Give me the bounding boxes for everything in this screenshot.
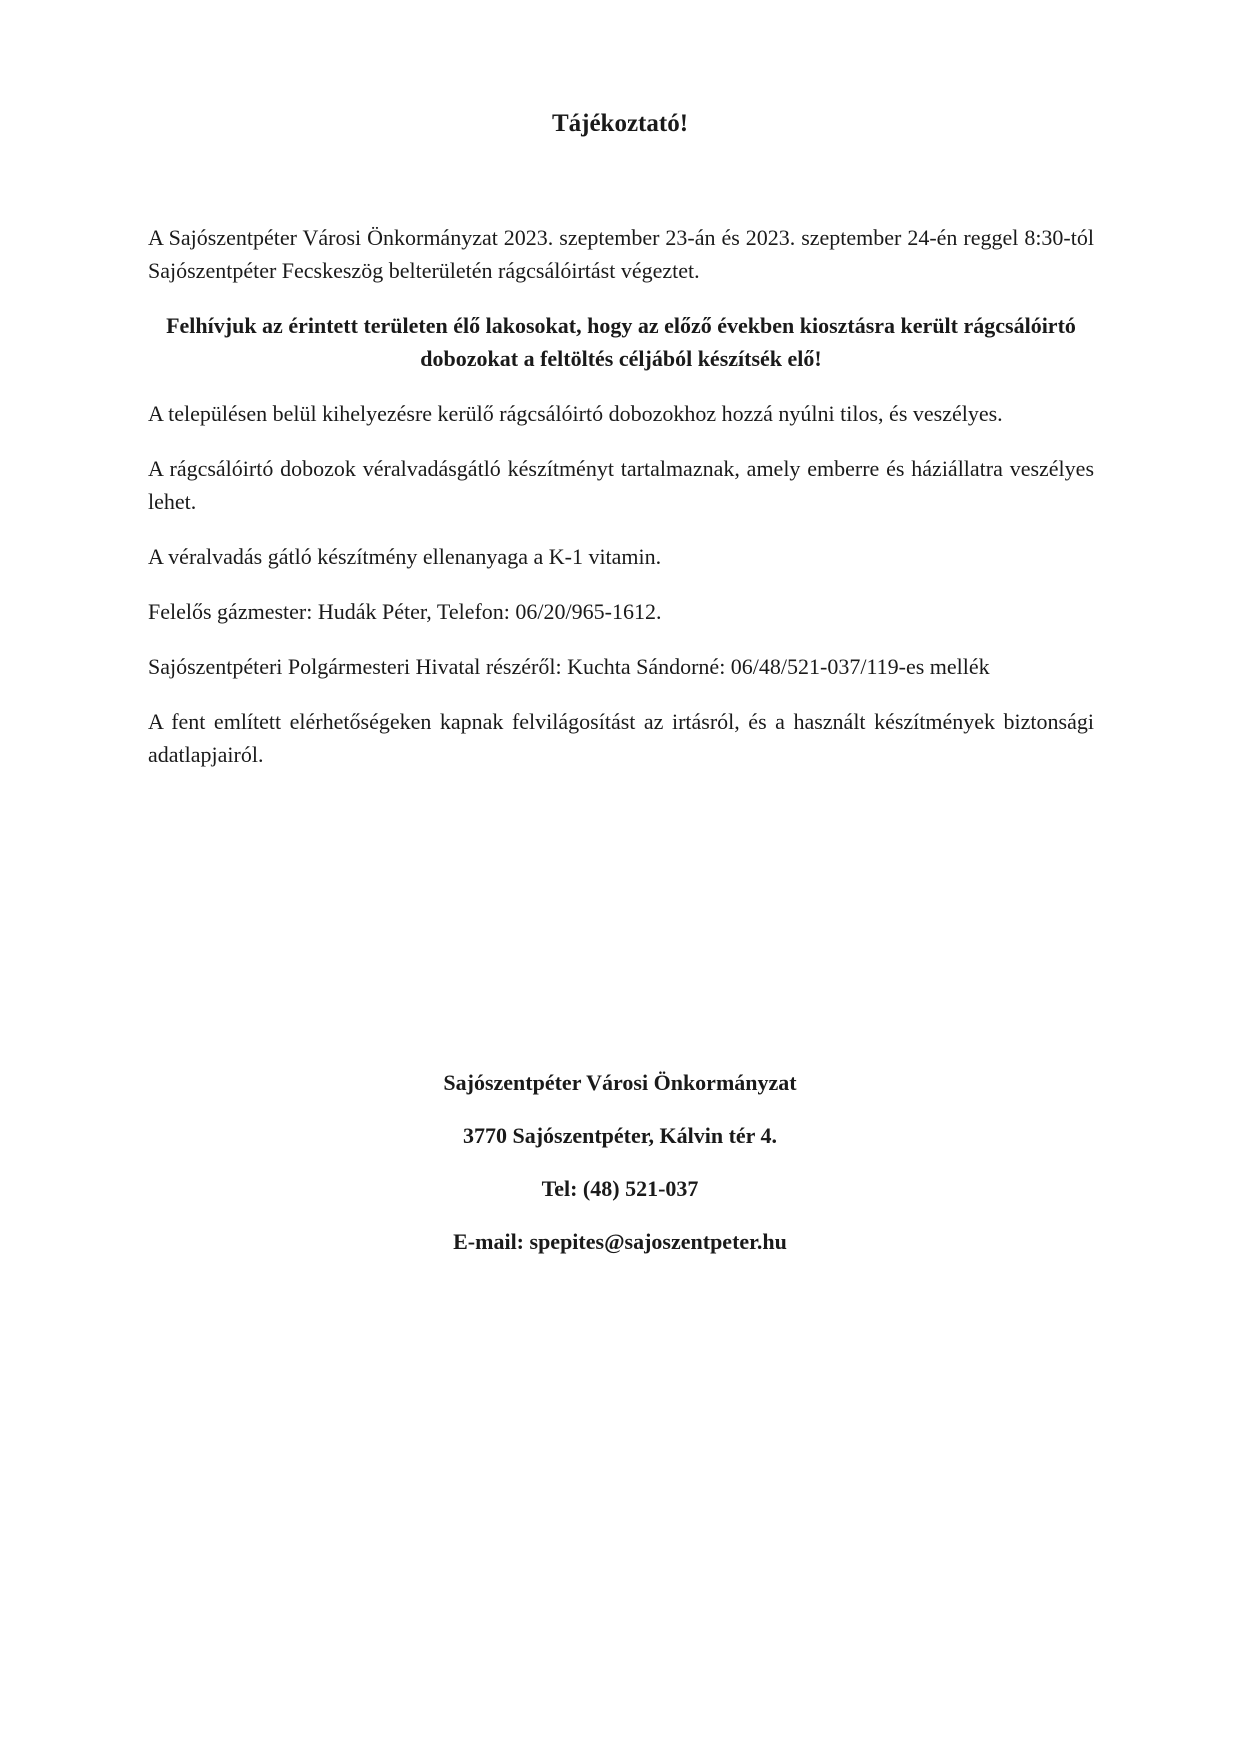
footer-organization: Sajószentpéter Városi Önkormányzat	[443, 1070, 797, 1095]
footer-email: E-mail: spepites@sajoszentpeter.hu	[453, 1229, 787, 1254]
paragraph-call-to-residents: Felhívjuk az érintett területen élő lakosokat, hogy az előző években kiosztásra került rágcsálóirtó dobozokat a feltöltés céljából készítsék elő!	[166, 313, 1076, 371]
footer-address: 3770 Sajószentpéter, Kálvin tér 4.	[462, 1123, 778, 1148]
paragraph-antidote: A véralvadás gátló készítmény ellenanyaga a K-1 vitamin.	[148, 544, 662, 569]
paragraph-announcement: A Sajószentpéter Városi Önkormányzat 2023. szeptember 23-án és 2023. szeptember 24-én reggel 8:30-tól Sajószentpéter Fecskeszög belterületén rágcsálóirtást végeztet.	[148, 225, 1094, 283]
document-title: Tájékoztató!	[551, 110, 689, 137]
paragraph-warning-boxes: A településen belül kihelyezésre kerülő rágcsálóirtó dobozokhoz hozzá nyúlni tilos, és veszélyes.	[148, 401, 1003, 426]
document-footer	[0, 1069, 1240, 1281]
paragraph-responsible-contact: Felelős gázmester: Hudák Péter, Telefon: 06/20/965-1612.	[148, 599, 662, 624]
paragraph-office-contact: Sajószentpéteri Polgármesteri Hivatal részéről: Kuchta Sándorné: 06/48/521-037/119-es mellék	[148, 654, 990, 679]
paragraph-anticoagulant-warning: A rágcsálóirtó dobozok véralvadásgátló készítményt tartalmaznak, amely emberre és háziállatra veszélyes lehet.	[148, 456, 1094, 514]
document-body	[148, 221, 1094, 793]
footer-phone: Tel: (48) 521-037	[541, 1176, 699, 1201]
paragraph-information: A fent említett elérhetőségeken kapnak felvilágosítást az irtásról, és a használt készítmények biztonsági adatlapjairól.	[148, 709, 1094, 767]
